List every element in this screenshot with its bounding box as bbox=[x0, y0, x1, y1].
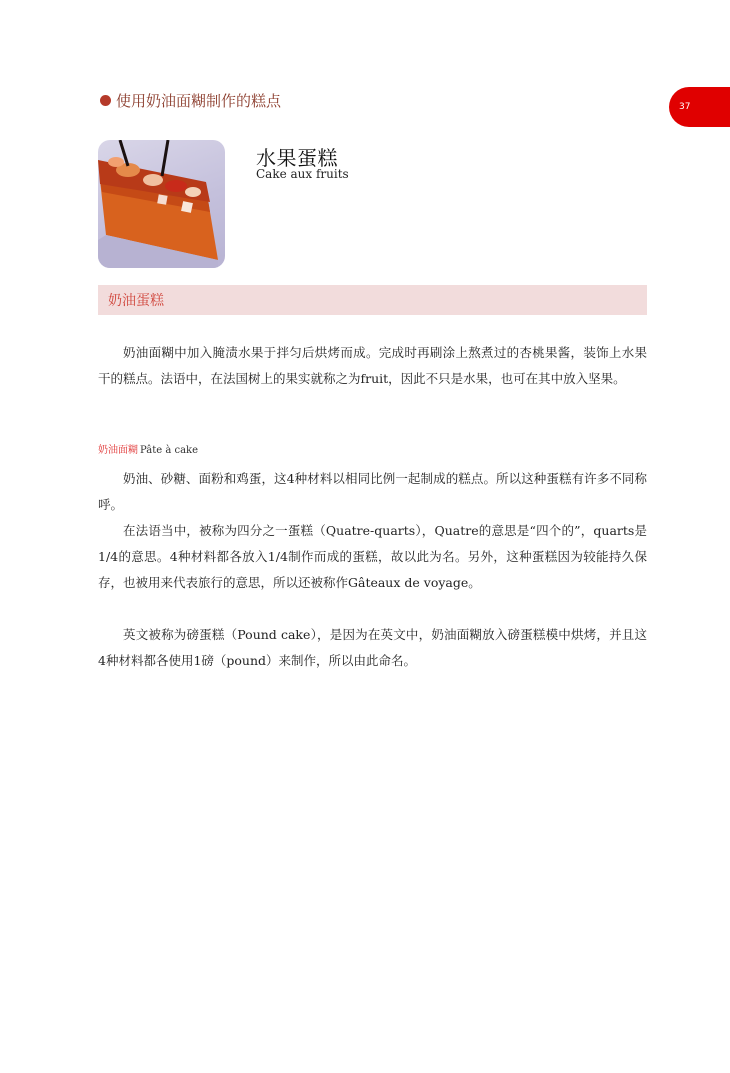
page-number-tab bbox=[669, 87, 730, 127]
fruit-cake-photo bbox=[98, 140, 225, 268]
subsection-label-chinese: 奶油面糊 bbox=[98, 445, 138, 456]
page-number: 37 bbox=[679, 102, 691, 112]
batter-paragraph-3: 英文被称为磅蛋糕（Pound cake），是因为在英文中，奶油面糊放入磅蛋糕模中烘烤，并且这4种材料都各使用1磅（pound）来制作，所以由此命名。 bbox=[98, 627, 647, 668]
batter-paragraph-1: 奶油、砂糖、面粉和鸡蛋，这4种材料以相同比例一起制成的糕点。所以这种蛋糕有许多不同称呼。 bbox=[98, 471, 647, 512]
fruit-cake-image bbox=[98, 140, 225, 268]
section-title: 使用奶油面糊制作的糕点 bbox=[116, 91, 282, 110]
category-band-label: 奶油蛋糕 bbox=[108, 293, 164, 309]
subsection-label bbox=[98, 443, 198, 459]
section-header bbox=[100, 88, 281, 112]
batter-paragraph-2: 在法语当中，被称为四分之一蛋糕（Quatre-quarts），Quatre的意思是“四个的”，quarts是1/4的意思。4种材料都各放入1/4制作而成的蛋糕，故以此为名。另外，这种蛋糕因为较能持久保存，也被用来代表旅行的意思，所以还被称作Gâteaux de voyage。 bbox=[98, 523, 647, 590]
item-title-french: Cake aux fruits bbox=[256, 167, 349, 181]
category-band bbox=[98, 285, 647, 315]
bullet-icon bbox=[100, 95, 111, 106]
description-paragraph: 奶油面糊中加入腌渍水果于拌匀后烘烤而成。完成时再刷涂上熬煮过的杏桃果酱，装饰上水果干的糕点。法语中，在法国树上的果实就称之为fruit，因此不只是水果，也可在其中放入坚果。 bbox=[98, 345, 647, 386]
item-title-chinese: 水果蛋糕 bbox=[256, 146, 338, 170]
subsection-label-french: Pâte à cake bbox=[140, 445, 199, 456]
